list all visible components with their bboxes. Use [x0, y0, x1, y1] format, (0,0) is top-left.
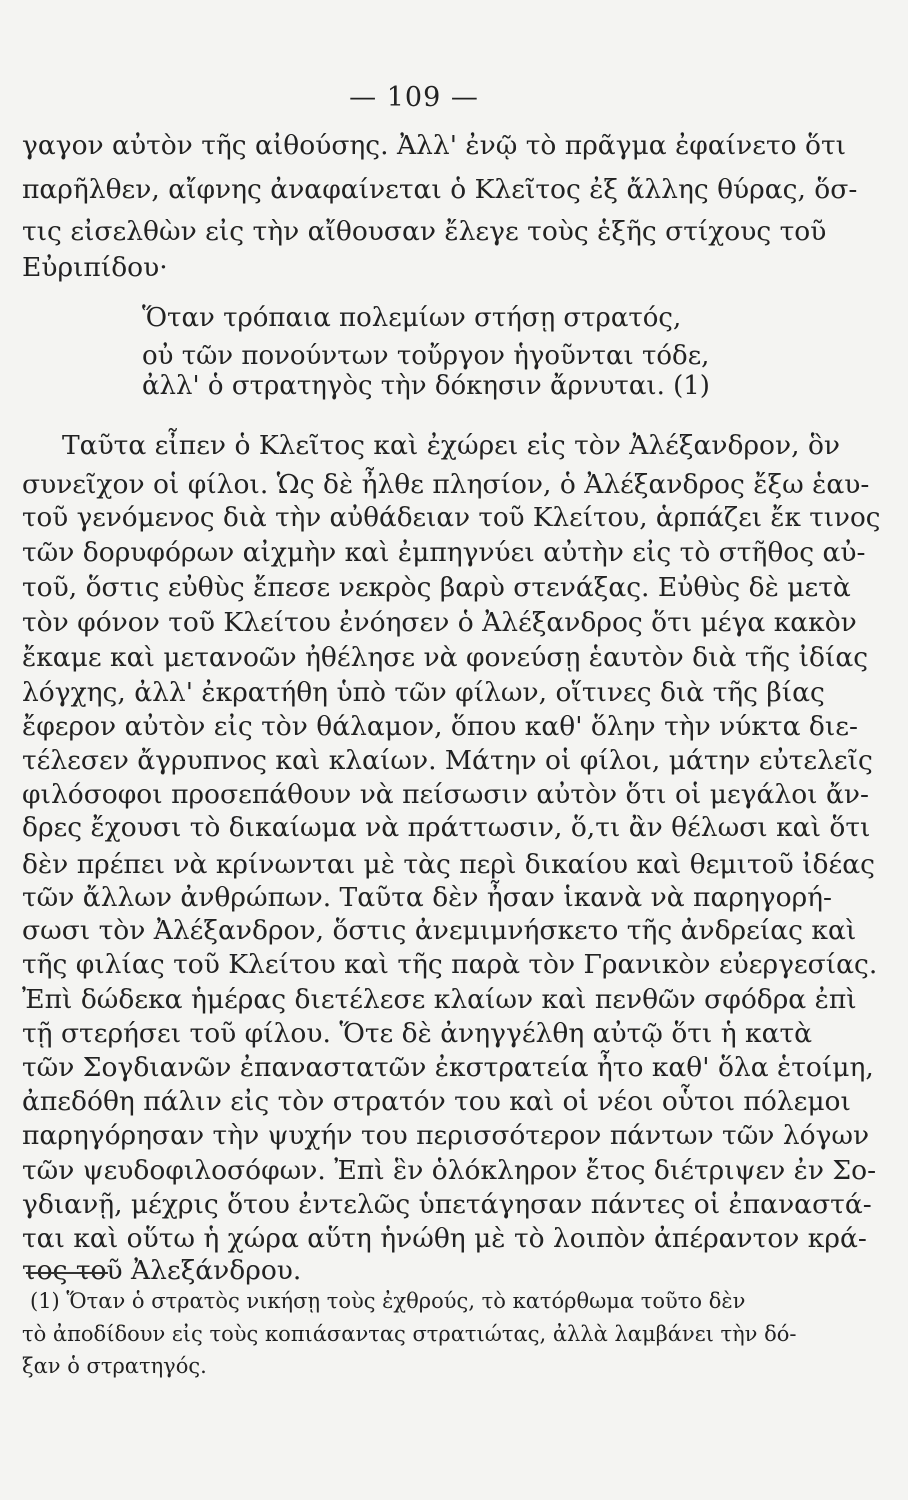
text-line: τις εἰσελθὼν εἰς τὴν αἴθουσαν ἔλεγε τοὺς ἑξῆς στίχους τοῦ [22, 216, 827, 247]
text-line: συνεῖχον οἱ φίλοι. Ὡς δὲ ἦλθε πλησίον, ὁ Ἀλέξανδρος ἔξω ἑαυ- [22, 469, 870, 500]
footnote-divider [26, 1272, 108, 1274]
text-line: δρες ἔχουσι τὸ δικαίωμα νὰ πράττωσιν, ὅ,τι ἂν θέλωσι καὶ ὅτι [22, 812, 871, 843]
text-line: Ἐπὶ δώδεκα ἡμέρας διετέλεσε κλαίων καὶ πενθῶν σφόδρα ἐπὶ [22, 984, 857, 1015]
text-line: ἀπεδόθη πάλιν εἰς τὸν στρατόν του καὶ οἱ νέοι οὗτοι πόλεμοι [22, 1086, 851, 1117]
text-line: τὸν φόνον τοῦ Κλείτου ἐνόησεν ὁ Ἀλέξανδρος ὅτι μέγα κακὸν [22, 607, 857, 638]
text-line: σωσι τὸν Ἀλέξανδρον, ὅστις ἀνεμιμνήσκετο τῆς ἀνδρείας καὶ [22, 915, 857, 946]
verse-line: Ὅταν τρόπαια πολεμίων στήσῃ στρατός, [142, 303, 682, 333]
text-line: λόγχης, ἀλλ' ἐκρατήθη ὑπὸ τῶν φίλων, οἵτινες διὰ τῆς βίας [22, 677, 825, 708]
text-line: παρῆλθεν, αἴφνης ἀναφαίνεται ὁ Κλεῖτος ἐξ ἄλλης θύρας, ὅσ- [22, 174, 858, 205]
text-line: τῇ στερήσει τοῦ φίλου. Ὅτε δὲ ἀνηγγέλθη αὐτῷ ὅτι ἡ κατὰ [22, 1018, 813, 1049]
text-line: τοῦ γενόμενος διὰ τὴν αὐθάδειαν τοῦ Κλείτου, ἁρπάζει ἔκ τινος [22, 502, 881, 533]
text-line: φιλόσοφοι προσεπάθουν νὰ πείσωσιν αὐτὸν ὅτι οἱ μεγάλοι ἄν- [22, 779, 869, 810]
text-line: παρηγόρησαν τὴν ψυχήν του περισσότερον πάντων τῶν λόγων [22, 1120, 870, 1151]
text-line: τῶν δορυφόρων αἰχμὴν καὶ ἐμπηγνύει αὐτὴν εἰς τὸ στῆθος αὐ- [22, 537, 866, 568]
text-line: τος τοῦ Ἀλεξάνδρου. [22, 1255, 302, 1286]
text-line: γαγον αὐτὸν τῆς αἰθούσης. Ἀλλ' ἐνῷ τὸ πρᾶγμα ἐφαίνετο ὅτι [22, 130, 847, 161]
text-line: τῶν ψευδοφιλοσόφων. Ἐπὶ ἓν ὁλόκληρον ἔτος διέτριψεν ἐν Σο- [22, 1155, 877, 1186]
page-number: — 109 — [349, 82, 479, 113]
verse-line: οὐ τῶν πονούντων τοὔργον ἡγοῦνται τόδε, [142, 341, 710, 371]
text-line: τῆς φιλίας τοῦ Κλείτου καὶ τῆς παρὰ τὸν Γρανικὸν εὐεργεσίας. [22, 949, 878, 980]
verse-line: ἀλλ' ὁ στρατηγὸς τὴν δόκησιν ἄρνυται. (1) [142, 371, 710, 401]
text-line: τέλεσεν ἄγρυπνος καὶ κλαίων. Μάτην οἱ φίλοι, μάτην εὐτελεῖς [22, 745, 873, 776]
text-line: ται καὶ οὕτω ἡ χώρα αὕτη ἡνώθη μὲ τὸ λοιπὸν ἀπέραντον κρά- [22, 1223, 867, 1254]
footnote-line: ξαν ὁ στρατηγός. [22, 1354, 207, 1378]
text-line: ἔκαμε καὶ μετανοῶν ἠθέλησε νὰ φονεύσῃ ἑαυτὸν διὰ τῆς ἰδίας [22, 642, 869, 673]
text-line: Ταῦτα εἶπεν ὁ Κλεῖτος καὶ ἐχώρει εἰς τὸν Ἀλέξανδρον, ὃν [62, 430, 841, 461]
text-line: δὲν πρέπει νὰ κρίνωνται μὲ τὰς περὶ δικαίου καὶ θεμιτοῦ ἰδέας [22, 849, 875, 880]
text-line: τῶν ἄλλων ἀνθρώπων. Ταῦτα δὲν ἦσαν ἱκανὰ νὰ παρηγορή- [22, 882, 832, 913]
text-line: τῶν Σογδιανῶν ἐπαναστατῶν ἐκστρατεία ἦτο καθ' ὅλα ἑτοίμη, [22, 1052, 874, 1083]
footnote-line: τὸ ἀποδίδουν εἰς τοὺς κοπιάσαντας στρατιώτας, ἀλλὰ λαμβάνει τὴν δό- [22, 1322, 797, 1346]
footnote-line: (1) Ὅταν ὁ στρατὸς νικήσῃ τοὺς ἐχθρούς, τὸ κατόρθωμα τοῦτο δὲν [30, 1289, 746, 1313]
text-line: Εὐριπίδου· [22, 252, 168, 283]
text-line: γδιανῇ, μέχρις ὅτου ἐντελῶς ὑπετάγησαν πάντες οἱ ἐπαναστά- [22, 1189, 872, 1220]
text-line: ἔφερον αὐτὸν εἰς τὸν θάλαμον, ὅπου καθ' ὅλην τὴν νύκτα διε- [22, 711, 858, 742]
text-line: τοῦ, ὅστις εὐθὺς ἔπεσε νεκρὸς βαρὺ στενάξας. Εὐθὺς δὲ μετὰ [22, 572, 851, 603]
